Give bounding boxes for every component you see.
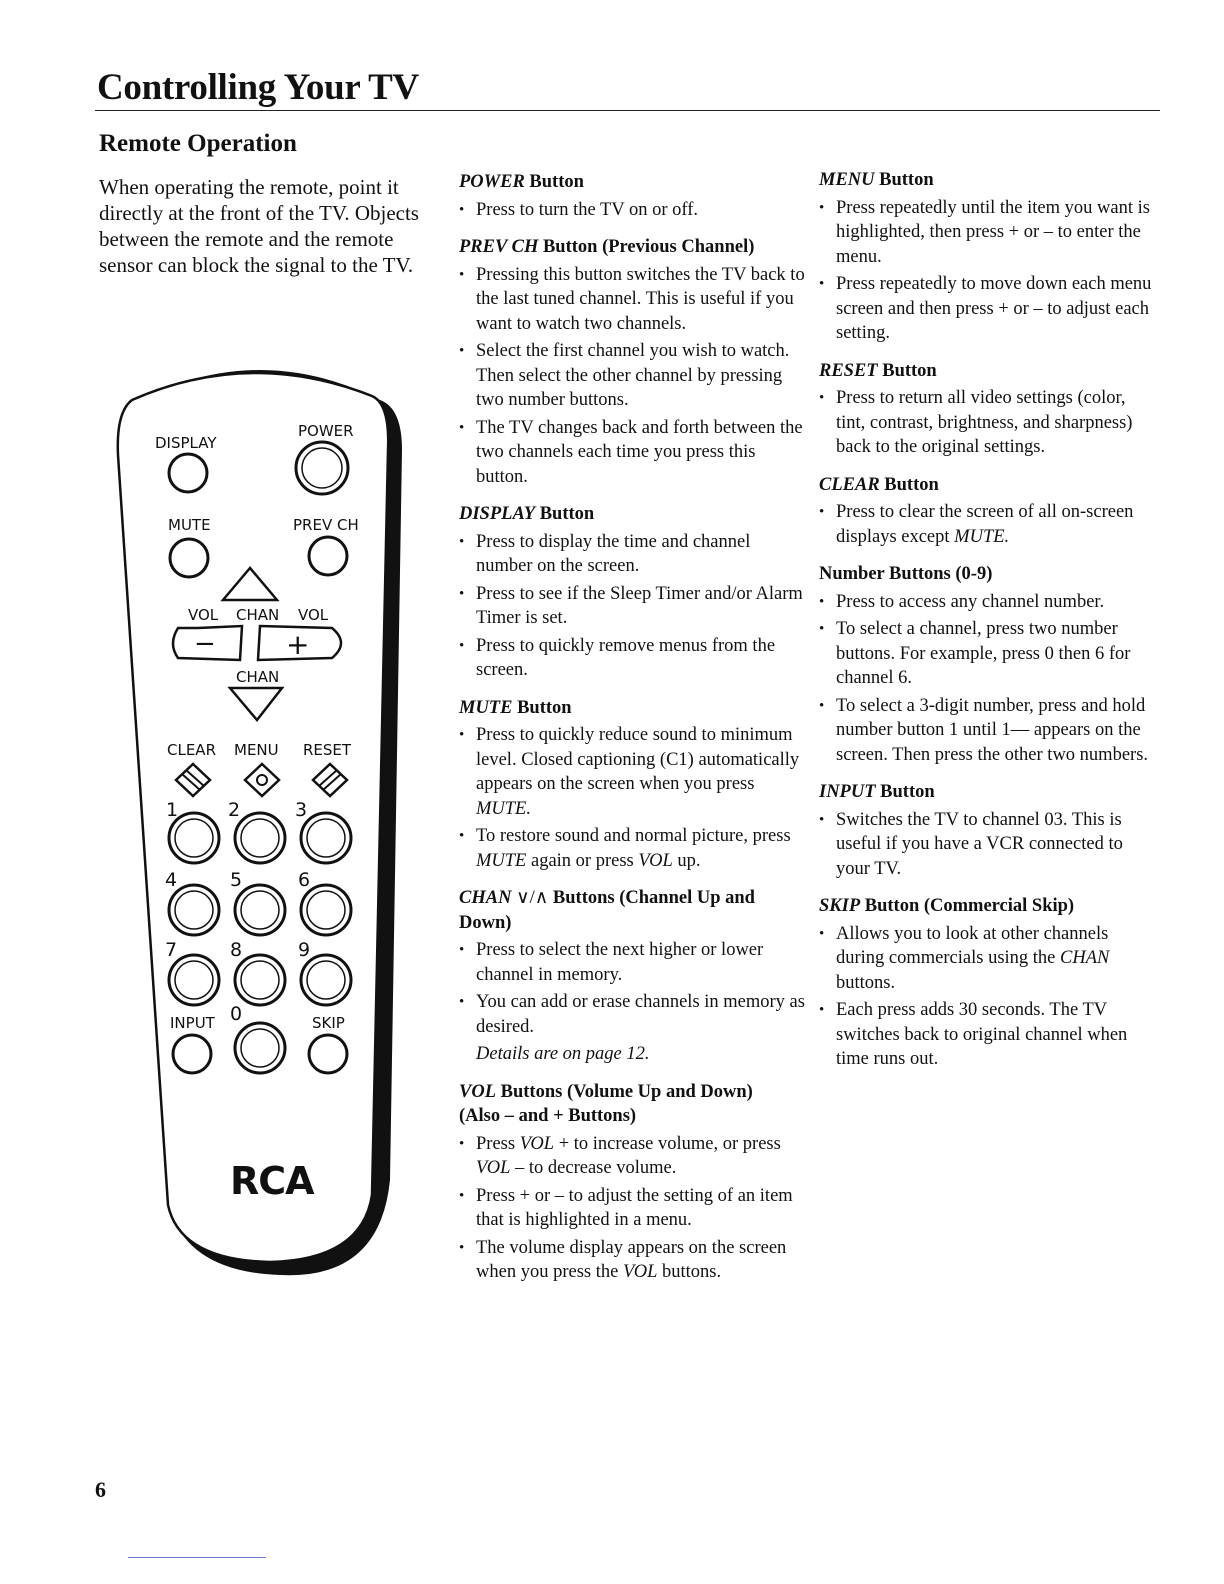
input-section <box>819 780 1159 881</box>
digit-3-label: 3 <box>295 799 308 821</box>
skip-section <box>819 894 1159 1072</box>
input-heading: INPUT Button <box>819 782 935 802</box>
digit-7-label: 7 <box>165 939 178 961</box>
power-button-section <box>459 170 809 222</box>
clear-label: CLEAR <box>167 741 216 759</box>
vol-right-label: VOL <box>298 606 329 624</box>
reset-label: RESET <box>303 741 352 759</box>
list-item: • To restore sound and normal picture, press MUTE again or press VOL up. <box>459 824 809 873</box>
menu-section <box>819 168 1159 346</box>
chan-heading: CHAN ∨/∧ Buttons (Channel Up and Down) <box>459 888 755 933</box>
column-middle <box>459 170 809 1298</box>
input-label: INPUT <box>170 1014 215 1032</box>
list-item: • Press + or – to adjust the setting of an item that is highlighted in a menu. <box>459 1184 809 1233</box>
list-item: • Press repeatedly to move down each menu screen and then press + or – to adjust each setting. <box>819 272 1159 346</box>
page-reference-note: Details are on page 12. <box>476 1044 650 1064</box>
menu-heading: MENU Button <box>819 170 934 190</box>
svg-text:−: − <box>194 629 216 659</box>
chan-section <box>459 886 809 1067</box>
list-item: • Press repeatedly until the item you want is highlighted, then press + or – to enter the menu. <box>819 196 1159 270</box>
list-item: • You can add or erase channels in memory as desired. <box>459 990 809 1039</box>
footer-rule <box>128 1557 266 1558</box>
chan-down-label: CHAN <box>236 668 280 686</box>
list-item: • Allows you to look at other channels during commercials using the CHAN buttons. <box>819 922 1159 996</box>
prev-ch-label: PREV CH <box>293 516 359 534</box>
chan-up-label: CHAN <box>236 606 280 624</box>
list-item: • Press to quickly remove menus from the screen. <box>459 634 809 683</box>
mute-label: MUTE <box>168 516 211 534</box>
prev-ch-heading: PREV CH Button (Previous Channel) <box>459 237 755 257</box>
mute-section <box>459 696 809 874</box>
remote-control-illustration <box>110 360 410 1290</box>
list-item: • Press to access any channel number. <box>819 590 1159 615</box>
list-item: • Each press adds 30 seconds. The TV switches back to original channel when time runs out. <box>819 998 1159 1072</box>
list-item: • The volume display appears on the screen when you press the VOL buttons. <box>459 1236 809 1285</box>
clear-heading: CLEAR Button <box>819 474 939 495</box>
digit-9-label: 9 <box>298 939 311 961</box>
digit-6-label: 6 <box>298 869 311 891</box>
vol-left-label: VOL <box>188 606 219 624</box>
page-title: Controlling Your TV <box>97 67 419 108</box>
svg-text:+: + <box>286 628 310 661</box>
rca-logo: RCA <box>230 1159 314 1203</box>
vol-heading: VOL Buttons (Volume Up and Down) (Also – and + Buttons) <box>459 1081 753 1126</box>
list-item: • Press to return all video settings (color, tint, contrast, brightness, and sharpness) back to the original settings. <box>819 386 1159 460</box>
title-rule <box>95 110 1160 111</box>
list-item: • Press to select the next higher or lower channel in memory. <box>459 938 809 987</box>
section-title: Remote Operation <box>99 130 297 157</box>
column-right <box>819 168 1159 1085</box>
list-item: • Pressing this button switches the TV back to the last tuned channel. This is useful if you want to watch two channels. <box>459 263 809 337</box>
menu-label: MENU <box>234 741 279 759</box>
display-heading: DISPLAY Button <box>459 504 595 524</box>
digit-5-label: 5 <box>230 869 243 891</box>
vol-section <box>459 1080 809 1285</box>
reset-heading: RESET Button <box>819 360 937 381</box>
prev-ch-section <box>459 235 809 489</box>
reset-section <box>819 359 1159 460</box>
list-item: • Select the first channel you wish to watch. Then select the other channel by pressing two number buttons. <box>459 339 809 413</box>
list-item: • Press VOL + to increase volume, or press VOL – to decrease volume. <box>459 1132 809 1181</box>
list-item: • The TV changes back and forth between the two channels each time you press this button. <box>459 416 809 490</box>
intro-paragraph: When operating the remote, point it directly at the front of the TV. Objects between the remote and the remote sensor can block the signal to the TV. <box>99 175 419 277</box>
number-buttons-section <box>819 562 1159 767</box>
power-heading: POWER Button <box>459 172 584 192</box>
list-item: • To select a channel, press two number buttons. For example, press 0 then 6 for channel 6. <box>819 617 1159 691</box>
digit-4-label: 4 <box>165 869 178 891</box>
page-number: 6 <box>95 1477 106 1502</box>
number-buttons-heading: Number Buttons (0-9) <box>819 564 993 584</box>
clear-section <box>819 473 1159 550</box>
power-label: POWER <box>298 422 354 440</box>
digit-1-label: 1 <box>166 799 179 821</box>
list-item: • Press to quickly reduce sound to minimum level. Closed captioning (C1) automatically appears on the screen when you press MUTE. <box>459 723 809 821</box>
list-item: • Press to see if the Sleep Timer and/or Alarm Timer is set. <box>459 582 809 631</box>
digit-8-label: 8 <box>230 939 243 961</box>
skip-label: SKIP <box>312 1014 345 1032</box>
list-item: • To select a 3-digit number, press and hold number button 1 until 1— appears on the screen. Then press the other two numbers. <box>819 694 1159 768</box>
list-item: • Switches the TV to channel 03. This is useful if you have a VCR connected to your TV. <box>819 808 1159 882</box>
skip-heading: SKIP Button (Commercial Skip) <box>819 896 1075 916</box>
list-item: • Press to clear the screen of all on-screen displays except MUTE. <box>819 500 1159 549</box>
digit-0-label: 0 <box>230 1003 243 1025</box>
list-item: • Press to turn the TV on or off. <box>459 198 809 223</box>
display-label: DISPLAY <box>155 434 217 452</box>
digit-2-label: 2 <box>228 799 241 821</box>
remote-body <box>118 373 388 1262</box>
list-item: • Press to display the time and channel number on the screen. <box>459 530 809 579</box>
mute-heading: MUTE Button <box>459 697 572 718</box>
display-section <box>459 502 809 683</box>
